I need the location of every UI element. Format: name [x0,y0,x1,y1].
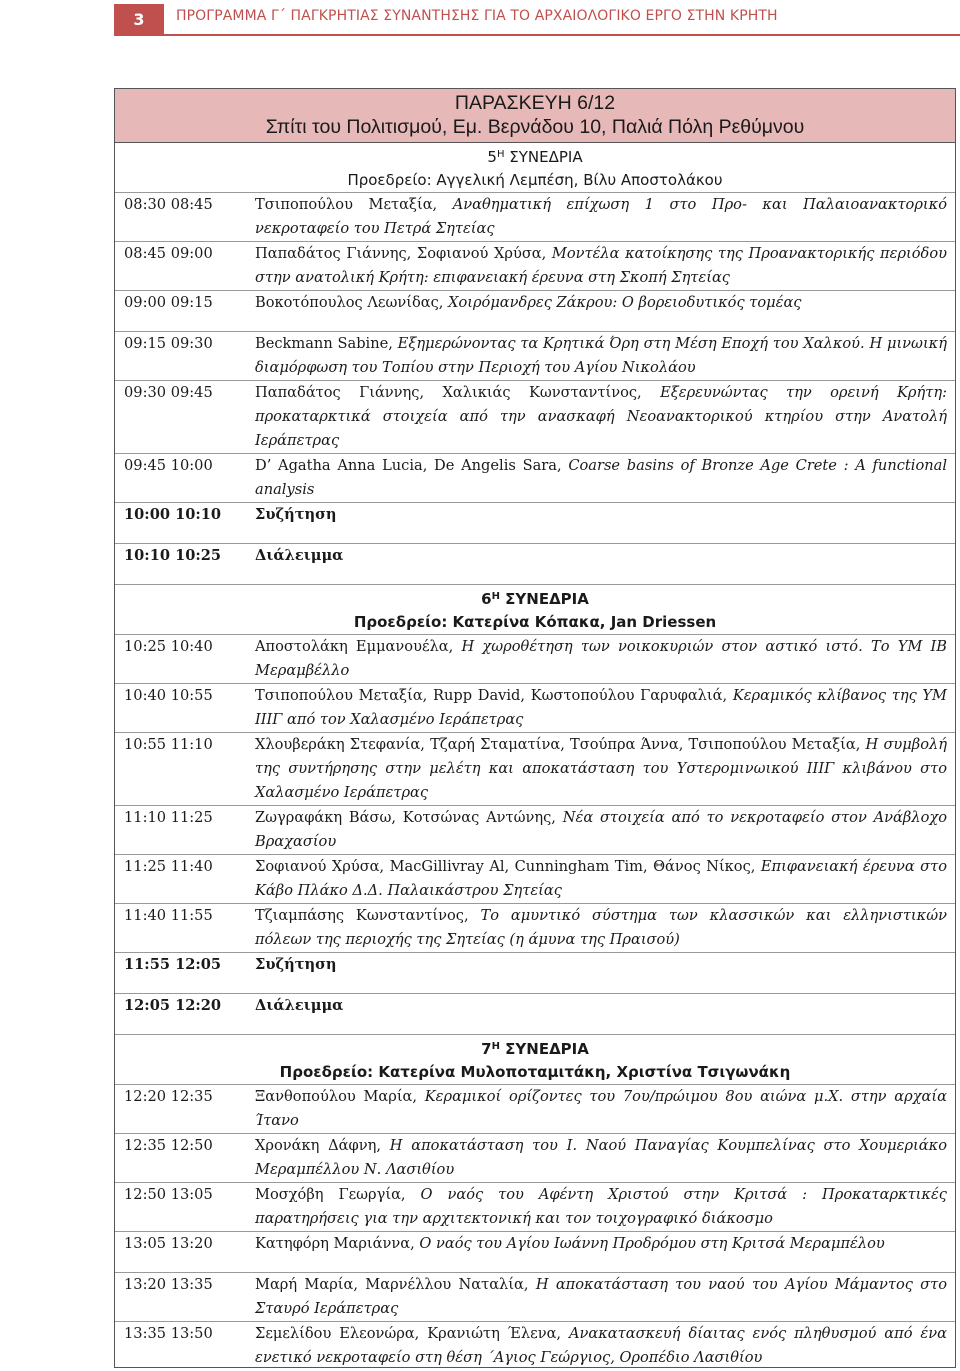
talk-title: Ο ναός του Αφέντη Χριστού στην Κριτσά : Προκαταρκτικές παρατηρήσεις για την αρχιτεκτονική και τον τοιχογραφικό διάκοσμο [255,1186,947,1227]
talk-title: Μοντέλα κατοίκησης της Προανακτορικής περιόδου στην ανατολική Κρήτη: επιφανειακή έρευνα στη Σκοπή Σητείας [255,245,947,286]
talk-title: Επιφανειακή έρευνα στο Κάβο Πλάκο Δ.Δ. Παλαικάστρου Σητείας [255,858,947,899]
talk-title: Η συμβολή της συντήρησης στην μελέτη και αποκατάσταση του Υστερομινωικού ΙΙΙΓ κλιβάνου στο Χαλασμένο Ιεράπετρας [255,736,947,801]
time-slot: 09:15 09:30 [124,335,213,352]
time-slot: 12:05 12:20 [124,997,222,1014]
talk-details: Συζήτηση [255,506,337,523]
talk-details [255,733,955,805]
talk-details [255,332,955,380]
day-venue: Σπίτι του Πολιτισμού, Εμ. Βερνάδου 10, Παλιά Πόλη Ρεθύμνου [265,116,805,138]
talk-details [255,684,955,732]
talk-authors: Τζιαμπάσης Κωνσταντίνος, [255,907,481,924]
break-row [115,953,955,994]
time-slot: 13:35 13:50 [124,1325,213,1342]
time-slot: 11:55 12:05 [124,956,222,973]
talk-authors: Σεμελίδου Ελεονώρα, Κρανιώτη Έλενα, [255,1325,569,1342]
time-slot: 08:30 08:45 [124,196,213,213]
time-slot: 10:00 10:10 [124,506,222,523]
talk-details: Διάλειμμα [255,547,344,564]
talk-row [115,1322,955,1370]
talk-authors: D’ Agatha Anna Lucia, De Angelis Sara, [255,457,569,474]
talk-details [255,1183,955,1231]
talk-row [115,332,955,381]
day-banner [115,89,955,143]
talk-row [115,1183,955,1232]
time-slot: 11:25 11:40 [124,858,213,875]
talk-details [255,381,955,453]
talk-authors: Χλουβεράκη Στεφανία, Τζαρή Σταματίνα, Τσούπρα Άννα, Τσιποπούλου Μεταξία, [255,736,866,753]
talk-title: Η χωροθέτηση των νοικοκυριών στον αστικό ιστό. Το ΥΜ ΙΒ Μεραμβέλλο [255,638,947,679]
time-slot: 11:10 11:25 [124,809,213,826]
talk-row [115,904,955,953]
break-row [115,503,955,544]
session-header [115,585,955,635]
talk-row [115,454,955,503]
session-chairs: Προεδρείο: Κατερίνα Μυλοποταμιτάκη, Χριστίνα Τσιγωνάκη [279,1063,791,1081]
talk-authors: Αποστολάκη Εμμανουέλα, [255,638,462,655]
time-slot: 08:45 09:00 [124,245,213,262]
session-number: 5 [487,148,497,166]
talk-authors: Τσιποπούλου Μεταξία, Rupp David, Κωστοπούλου Γαρυφαλιά, [255,687,733,704]
time-slot: 10:10 10:25 [124,547,222,564]
session-chairs: Προεδρείο: Αγγελική Λεμπέση, Βίλυ Αποστολάκου [347,171,723,189]
talk-row [115,635,955,684]
time-slot: 10:40 10:55 [124,687,213,704]
time-slot: 13:05 13:20 [124,1235,213,1252]
talk-row [115,1085,955,1134]
time-slot: 11:40 11:55 [124,907,213,924]
talk-details [255,855,955,903]
talk-row [115,1232,955,1273]
talk-title: Κεραμικός κλίβανος της ΥΜ ΙΙΙΓ από τον Χαλασμένο Ιεράπετρας [255,687,947,728]
day-date: ΠΑΡΑΣΚΕΥΗ 6/12 [454,92,616,114]
talk-details [255,1322,955,1370]
session-header [115,143,955,193]
talk-details [255,1085,955,1133]
talk-details [255,1273,955,1321]
talk-details [255,454,955,502]
page-number: 3 [114,4,164,34]
time-slot: 09:00 09:15 [124,294,213,311]
program-table [114,88,956,1368]
session-name: ΣΥΝΕΔΡΙΑ [504,148,583,166]
break-row [115,994,955,1035]
talk-authors: Κατηφόρη Μαριάννα, [255,1235,420,1252]
session-name: ΣΥΝΕΔΡΙΑ [499,590,589,608]
talk-title: Νέα στοιχεία από το νεκροταφείο στον Ανάβλοχο Βραχασίου [255,809,947,850]
time-slot: 10:25 10:40 [124,638,213,655]
page-header [0,0,960,34]
talk-row [115,381,955,454]
header-rule [114,34,960,36]
sessions [115,143,955,1370]
talk-row [115,806,955,855]
time-slot: 10:55 11:10 [124,736,213,753]
time-slot: 13:20 13:35 [124,1276,213,1293]
talk-title: Ο ναός του Αγίου Ιωάννη Προδρόμου στη Κριτσά Μεραμπέλου [419,1235,885,1252]
talk-row [115,242,955,291]
session-header [115,1035,955,1085]
session-number-suffix: Η [496,149,505,160]
talk-details [255,193,955,241]
talk-details: Συζήτηση [255,956,337,973]
session-number: 7 [481,1040,492,1058]
talk-title: Αναθηματική επίχωση 1 στο Προ- και Παλαιοανακτορικό νεκροταφείο του Πετρά Σητείας [255,196,947,237]
talk-title: Coarse basins of Bronze Age Crete : A functional analysis [255,457,947,498]
talk-details [255,242,955,290]
talk-row [115,1134,955,1183]
talk-authors: Βοκοτόπουλος Λεωνίδας, [255,294,449,311]
talk-title: Εξημερώνοντας τα Κρητικά Όρη στη Μέση Εποχή του Χαλκού. Η μινωική διαμόρφωση του Τοπίου στην Περιοχή του Αγίου Νικολάου [255,335,947,376]
talk-details [255,1232,955,1256]
talk-row [115,733,955,806]
talk-authors: Ζωγραφάκη Βάσω, Κοτσώνας Αντώνης, [255,809,563,826]
time-slot: 12:20 12:35 [124,1088,213,1105]
session-number-suffix: Η [491,591,500,602]
talk-title: Η αποκατάσταση του ναού του Αγίου Μάμαντος στο Σταυρό Ιεράπετρας [255,1276,948,1317]
talk-title: Χοιρόμανδρες Ζάκρου: Ο βορειοδυτικός τομέας [448,294,802,311]
time-slot: 09:45 10:00 [124,457,213,474]
talk-row [115,1273,955,1322]
talk-authors: Παπαδάτος Γιάννης, Χαλικιάς Κωνσταντίνος, [255,384,661,401]
talk-details [255,904,955,952]
session-title [115,1035,955,1061]
time-slot: 12:35 12:50 [124,1137,213,1154]
talk-details [255,635,955,683]
talk-title: Ανακατασκευή δίαιτας ενός πληθυσμού από ένα ενετικό νεκροταφείο στη θέση ΄Αγιος Γεώργιος, Οροπέδιο Λασιθίου [255,1325,947,1366]
session-chairs: Προεδρείο: Κατερίνα Κόπακα, Jan Driessen [353,613,717,631]
talk-authors: Τσιποπούλου Μεταξία, [255,196,453,213]
talk-details [255,806,955,854]
talk-authors: Beckmann Sabine, [255,335,398,352]
session-name: ΣΥΝΕΔΡΙΑ [499,1040,589,1058]
talk-title: Το αμυντικό σύστημα των κλασσικών και ελληνιστικών πόλεων της περιοχής της Σητείας (η άμυνα της Πραισού) [255,907,947,948]
talk-authors: Ξανθοπούλου Μαρία, [255,1088,425,1105]
time-slot: 09:30 09:45 [124,384,213,401]
talk-details [255,1134,955,1182]
talk-row [115,684,955,733]
talk-authors: Χρονάκη Δάφνη, [255,1137,390,1154]
talk-row [115,291,955,332]
time-slot: 12:50 13:05 [124,1186,213,1203]
talk-title: Η αποκατάσταση του Ι. Ναού Παναγίας Κουμπελίνας στο Χουμεριάκο Μεραμπέλλου Ν. Λασιθίου [255,1137,947,1178]
talk-authors: Μαρή Μαρία, Μαρνέλλου Ναταλία, [255,1276,536,1293]
talk-title: Εξερευνώντας την ορεινή Κρήτη: προκαταρκτικά στοιχεία από την ανασκαφή Νεοανακτορικού κτηρίου στην Ανατολή Ιεράπετρας [255,384,947,449]
talk-row [115,855,955,904]
talk-details [255,291,955,315]
talk-title: Κεραμικοί ορίζοντες του 7ου/πρώιμου 8ου αιώνα μ.Χ. στην αρχαία Ίτανο [255,1088,947,1129]
talk-row [115,193,955,242]
session-number-suffix: Η [491,1041,500,1052]
running-title: ΠΡΟΓΡΑΜΜΑ Γ΄ ΠΑΓΚΡΗΤΙΑΣ ΣΥΝΑΝΤΗΣΗΣ ΓΙΑ ΤΟ ΑΡΧΑΙΟΛΟΓΙΚΟ ΕΡΓΟ ΣΤΗΝ ΚΡΗΤΗ [176,8,778,24]
session-number: 6 [481,590,492,608]
session-title [115,585,955,611]
break-row [115,544,955,585]
talk-authors: Σοφιανού Χρύσα, MacGillivray Al, Cunningham Tim, Θάνος Νίκος, [255,858,761,875]
talk-authors: Μοσχόβη Γεωργία, [255,1186,421,1203]
talk-details: Διάλειμμα [255,997,344,1014]
talk-authors: Παπαδάτος Γιάννης, Σοφιανού Χρύσα, [255,245,552,262]
session-title [115,143,955,169]
